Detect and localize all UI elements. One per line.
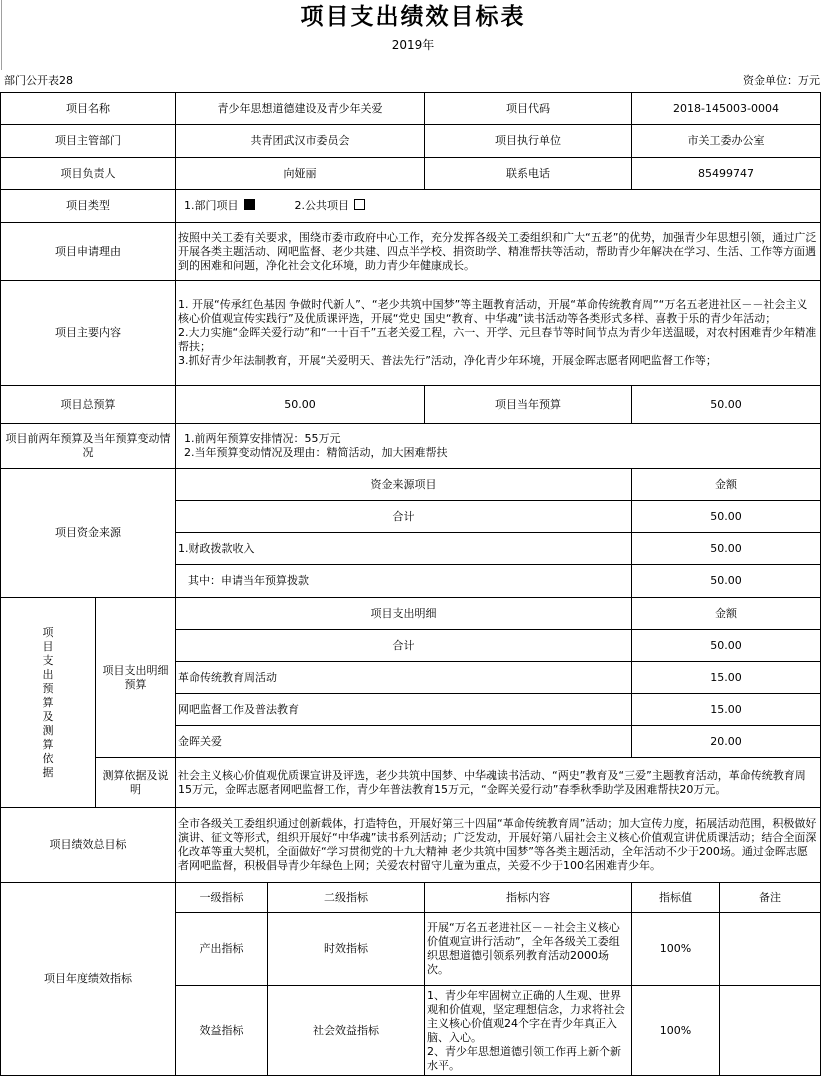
indicator-value: 100% (632, 986, 720, 1076)
annual-indicator-label: 项目年度绩效指标 (1, 883, 176, 1076)
funding-col-amount: 金额 (632, 469, 821, 501)
form-number: 部门公开表28 (4, 74, 73, 87)
budget-change-item-1: 1.前两年预算安排情况：55万元 (184, 432, 341, 445)
owner-label: 项目负责人 (1, 158, 176, 190)
expense-outer-label (1, 598, 96, 808)
row-budget (1, 386, 821, 424)
funding-amount: 50.00 (632, 501, 821, 533)
type-options (176, 190, 821, 223)
project-name-value: 青少年思想道德建设及青少年关爱 (176, 93, 425, 125)
unchecked-box-icon (354, 199, 365, 210)
content-item-1: 1. 开展“传承红色基因 争做时代新人”、“老少共筑中国梦”等主题教育活动，开展“革命传统教育周”“万名五老进社区－－社会主义核心价值观宣传实践行”及优质课评选，开展“党史 国史“教育、中华魂”读书活动等各类形式多样、喜教于乐的青少年活动； (178, 298, 808, 325)
exec-unit-value: 市关工委办公室 (632, 125, 821, 158)
budget-change-item-2: 2.当年预算变动情况及理由：精简活动，加大困难帮扶 (184, 446, 448, 459)
expense-item: 革命传统教育周活动 (176, 662, 632, 694)
project-code-value: 2018-145003-0004 (632, 93, 821, 125)
expense-item: 合计 (176, 630, 632, 662)
row-indicator-header (1, 883, 821, 913)
budget-change-label: 项目前两年预算及当年预算变动情况 (1, 424, 176, 469)
row-expense-header (1, 598, 821, 630)
checked-box-icon (244, 199, 255, 210)
row-project-owner (1, 158, 821, 190)
budget-change-text (176, 424, 821, 469)
expense-amount: 20.00 (632, 726, 821, 758)
indicator-col-note: 备注 (720, 883, 821, 913)
row-reason (1, 223, 821, 281)
expense-amount: 50.00 (632, 630, 821, 662)
expense-col-amount: 金额 (632, 598, 821, 630)
expense-amount: 15.00 (632, 694, 821, 726)
indicator-content: 1、青少年牢固树立正确的人生观、世界观和价值观，坚定理想信念，力求将社会主义核心价值观24个字在青少年真正入脑、入心。 2、青少年思想道德引领工作再上新个新水平。 (425, 986, 632, 1076)
owner-value: 向娅丽 (176, 158, 425, 190)
indicator-content: 开展“万名五老进社区－－社会主义核心价值观宣讲行活动”，全年各级关工委组织思想道德引领系列教育活动2000场次。 (425, 913, 632, 986)
row-expense-basis (1, 758, 821, 808)
indicator-l2: 时效指标 (268, 913, 425, 986)
total-budget-label: 项目总预算 (1, 386, 176, 424)
row-budget-change (1, 424, 821, 469)
content-text (176, 281, 821, 386)
content-label: 项目主要内容 (1, 281, 176, 386)
expense-basis-text: 社会主义核心价值观优质课宣讲及评选，老少共筑中国梦、中华魂读书活动、“两史”教育及“三爱”主题教育活动，革命传统教育周15万元，金晖志愿者网吧监督工作，青少年普法教育15万元，“金晖关爱行动”春季秋季助学及困难帮扶20万元。 (176, 758, 821, 808)
funding-item: 合计 (176, 501, 632, 533)
indicator-note (720, 986, 821, 1076)
project-name-label: 项目名称 (1, 93, 176, 125)
current-budget-label: 项目当年预算 (425, 386, 632, 424)
expense-outer-label-text: 项目支出预算及测算依据 (42, 625, 54, 779)
indicator-value: 100% (632, 913, 720, 986)
reason-text: 按照中关工委有关要求，围绕市委市政府中心工作，充分发挥各级关工委组织和广大“五老”的优势，加强青少年思想引领，通过广泛开展各类主题活动、网吧监督、老少共建、四点半学校、捐资助学、精准帮扶等活动，帮助青少年解决在学习、生活、工作等方面遇到的困难和问题，净化社会文化环境，助力青少年健康成长。 (176, 223, 821, 281)
row-content (1, 281, 821, 386)
exec-unit-label: 项目执行单位 (425, 125, 632, 158)
funding-item: 其中：申请当年预算拨款 (176, 565, 632, 598)
reason-label: 项目申请理由 (1, 223, 176, 281)
row-funding-header (1, 469, 821, 501)
indicator-col-l2: 二级指标 (268, 883, 425, 913)
year-label: 2019年 (391, 38, 435, 52)
performance-goal-label: 项目绩效总目标 (1, 808, 176, 883)
indicator-l1: 产出指标 (176, 913, 268, 986)
dept-value: 共青团武汉市委员会 (176, 125, 425, 158)
row-project-name (1, 93, 821, 125)
performance-goal-text: 全市各级关工委组织通过创新载体，打造特色，开展好第三十四届“革命传统教育周”活动；加大宣传力度，拓展活动范围，积极做好演讲、征文等形式，组织开展好“中华魂”读书系列活动；广泛发动，开展好第八届社会主义核心价值观宣讲优质课活动；结合全面深化改革等重大契机，全面做好“学习贯彻党的十九大精神 老少共筑中国梦”等各类主题活动，全年活动不少于200场。通过金晖志愿者网吧监督，积极倡导青少年绿色上网；关爱农村留守儿童为重点，关爱不少于100名困难青少年。 (176, 808, 821, 883)
content-item-3: 3.抓好青少年法制教育，开展“关爱明天、普法先行”活动，净化青少年环境，开展金晖志愿者网吧监督工作等； (178, 354, 717, 367)
dept-label: 项目主管部门 (1, 125, 176, 158)
funding-amount: 50.00 (632, 533, 821, 565)
project-code-label: 项目代码 (425, 93, 632, 125)
expense-item: 网吧监督工作及普法教育 (176, 694, 632, 726)
type-option-dept-label: 1.部门项目 (184, 199, 239, 212)
phone-label: 联系电话 (425, 158, 632, 190)
expense-amount: 15.00 (632, 662, 821, 694)
content-item-2: 2.大力实施“金晖关爱行动”和“一十百千”五老关爱工程，六一、开学、元旦春节等时间节点为青少年送温暖，对农村困难青少年精准帮扶； (178, 326, 817, 353)
type-label: 项目类型 (1, 190, 176, 223)
indicator-col-value: 指标值 (632, 883, 720, 913)
indicator-l1: 效益指标 (176, 986, 268, 1076)
type-option-public-label: 2.公共项目 (294, 199, 349, 212)
expense-col-item: 项目支出明细 (176, 598, 632, 630)
row-project-dept (1, 125, 821, 158)
indicator-note (720, 913, 821, 986)
row-project-type (1, 190, 821, 223)
page-title: 项目支出绩效目标表 (300, 4, 526, 30)
funding-col-item: 资金来源项目 (176, 469, 632, 501)
current-budget-value: 50.00 (632, 386, 821, 424)
funding-item: 1.财政拨款收入 (176, 533, 632, 565)
performance-table (0, 92, 821, 1076)
expense-item: 金晖关爱 (176, 726, 632, 758)
indicator-col-content: 指标内容 (425, 883, 632, 913)
funding-amount: 50.00 (632, 565, 821, 598)
expense-detail-label: 项目支出明细预算 (96, 598, 176, 758)
total-budget-value: 50.00 (176, 386, 425, 424)
phone-value: 85499747 (632, 158, 821, 190)
expense-basis-label: 测算依据及说明 (96, 758, 176, 808)
indicator-l2: 社会效益指标 (268, 986, 425, 1076)
unit-label: 资金单位：万元 (743, 74, 820, 87)
row-performance-goal (1, 808, 821, 883)
indicator-col-l1: 一级指标 (176, 883, 268, 913)
funding-label: 项目资金来源 (1, 469, 176, 598)
left-guide-line (1, 0, 2, 70)
